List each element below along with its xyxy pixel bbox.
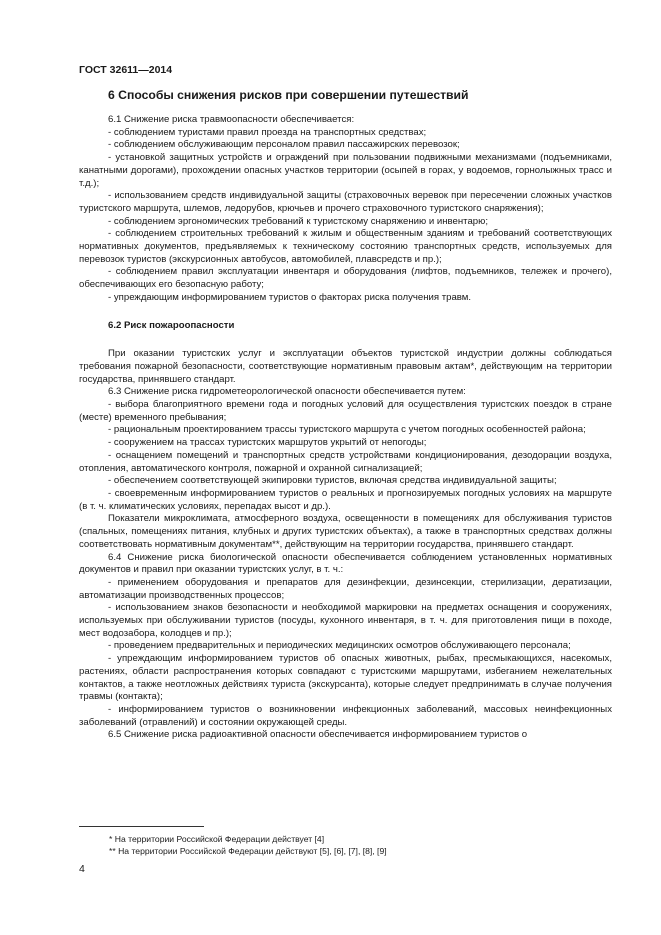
- paragraph: - использованием знаков безопасности и необходимой маркировки на предметах оснащения и сооружениях, используемых при обслуживании туристов (посуды, кухонного инвентаря, в т. ч. для приготовления пищи в походе, мест водозабора, колодцев и пр.);: [79, 602, 612, 639]
- body-text: [79, 114, 612, 742]
- footnotes: [79, 833, 612, 857]
- section-title: 6 Способы снижения рисков при совершении путешествий: [108, 88, 469, 102]
- paragraph: - рациональным проектированием трассы туристского маршрута с учетом погодных особенностей района;: [108, 424, 586, 436]
- paragraph: - использованием средств индивидуальной защиты (страховочных веревок при пересечении сложных участков туристского маршрута, шлемов, ледорубов, крючьев и прочего страховочного туристского снаряжения);: [79, 190, 612, 214]
- paragraph: - соблюдением правил эксплуатации инвентаря и оборудования (лифтов, подъемников, тележек и прочего), обеспечивающих его безопасную работу;: [79, 266, 612, 291]
- paragraph: - своевременным информированием туристов о реальных и прогнозируемых погодных условиях на маршруте (в т. ч. климатических условиях, перепадах высот и др.).: [79, 487, 612, 512]
- paragraph: При оказании туристских услуг и эксплуатации объектов туристской индустрии должны соблюдаться требования пожарной безопасности, соответствующие нормативным правовым актам*, действующим на территории государства, принявшего стандарт.: [79, 348, 612, 385]
- standard-header: ГОСТ 32611—2014: [79, 64, 173, 76]
- subsection-title: 6.2 Риск пожароопасности: [108, 319, 235, 331]
- paragraph: - соблюдением обслуживающим персоналом правил пассажирских перевозок;: [108, 139, 460, 151]
- paragraph: - выбора благоприятного времени года и погодных условий для осуществления туристских поездок в стране (месте) временного пребывания;: [79, 399, 612, 423]
- paragraph: 6.3 Снижение риска гидрометеорологической опасности обеспечивается путем:: [108, 386, 466, 398]
- paragraph: - оснащением помещений и транспортных средств устройствами кондиционирования, дезодорации воздуха, отопления, автоматического контроля, пожарной и охранной сигнализацией;: [79, 449, 612, 474]
- paragraph: - соблюдением эргономических требований к туристскому снаряжению и инвентарю;: [108, 215, 489, 227]
- paragraph: - информированием туристов о возникновении инфекционных заболеваний, массовых неинфекционных заболеваний (отравлений) и состоянии окружающей среды.: [79, 703, 612, 728]
- paragraph: 6.5 Снижение риска радиоактивной опасности обеспечивается информированием туристов о: [108, 729, 528, 741]
- footnote: * На территории Российской Федерации действует [4]: [109, 834, 325, 844]
- footnote: ** На территории Российской Федерации действуют [5], [6], [7], [8], [9]: [109, 846, 387, 856]
- paragraph: - упреждающим информированием туристов об опасных животных, рыбах, пресмыкающихся, насекомых, растениях, области распространения которых совпадают с туристскими маршрутами, избеганием нежелательных контактов, а также неотложных действиях туриста (экскурсанта), которые следует предпринимать в случае получения травмы (контакта);: [79, 653, 612, 703]
- paragraph: - обеспечением соответствующей экипировки туристов, включая средства индивидуальной защиты;: [108, 475, 557, 487]
- page-number: 4: [79, 863, 85, 875]
- paragraph: - применением оборудования и препаратов для дезинфекции, дезинсекции, стерилизации, дератизации, автоматизации производственных процессов;: [79, 576, 612, 601]
- paragraph: - установкой защитных устройств и ограждений при пользовании подвижными механизмами (подъемниками, канатными дорогами), прохождении опасных участков территории (осыпей в горах, у водоемов, горнолыжных трасс и т.д.);: [79, 152, 612, 189]
- paragraph: 6.4 Снижение риска биологической опасности обеспечивается соблюдением установленных нормативных документов и правил при оказании туристских услуг, в т. ч.:: [79, 551, 612, 576]
- paragraph: - упреждающим информированием туристов о факторах риска получения травм.: [108, 291, 472, 303]
- paragraph: - соблюдением туристами правил проезда на транспортных средствах;: [108, 126, 427, 138]
- paragraph: - проведением предварительных и периодических медицинских осмотров обслуживающего персонала;: [108, 640, 571, 652]
- paragraph: Показатели микроклимата, атмосферного воздуха, освещенности в помещениях для обслуживания туристов (спальных, помещениях питания, клубных и других туристских объектах), а также в транспортных средствах должны соответствовать нормативным документам**, действующим на территории государства, принявшего стандарт.: [79, 513, 612, 550]
- paragraph: - соблюдением строительных требований к жилым и общественным зданиям и требований соответствующих нормативных документов, предъявляемых к техническому состоянию транспортных средств, используемых для перевозок туристов (экскурсионных автобусов, автомобилей, плавсредств и пр.);: [79, 228, 612, 265]
- footnote-divider: [79, 826, 204, 827]
- paragraph: - сооружением на трассах туристских маршрутов укрытий от непогоды;: [108, 437, 427, 449]
- paragraph: 6.1 Снижение риска травмоопасности обеспечивается:: [108, 114, 355, 125]
